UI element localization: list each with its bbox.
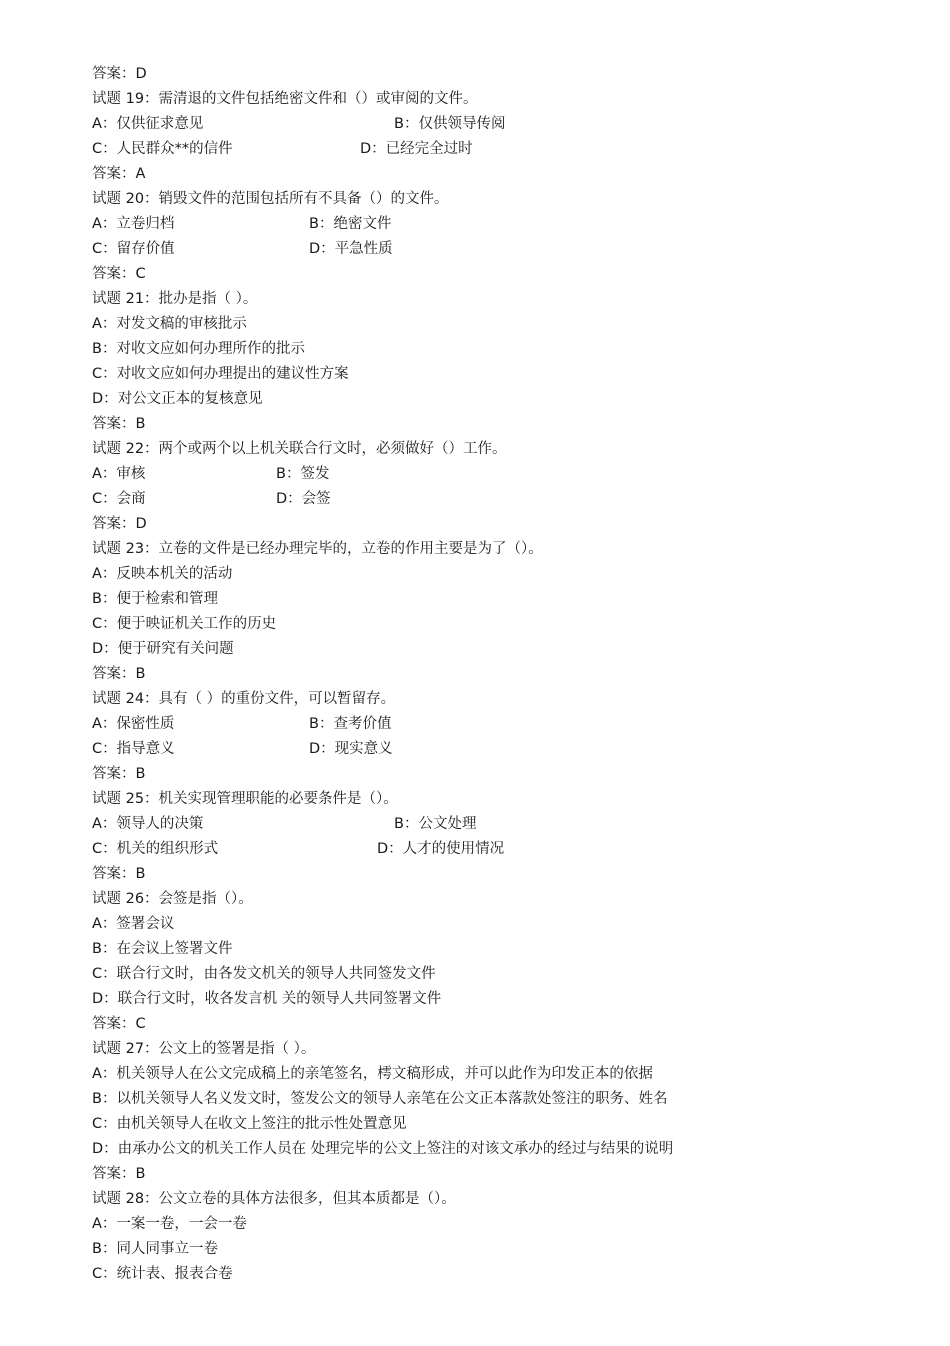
question-line: 试题 19：需清退的文件包括绝密文件和（）或审阅的文件。: [92, 91, 478, 107]
question-line: 试题 23：立卷的文件是已经办理完毕的，立卷的作用主要是为了（）。: [92, 541, 543, 557]
question-line: 试题 22：两个或两个以上机关联合行文时，必须做好（）工作。: [92, 441, 507, 457]
answer-line: 答案：D: [92, 66, 147, 82]
option-pair-line: [92, 112, 912, 137]
option-left: A：立卷归档: [92, 216, 175, 232]
option-left: C：机关的组织形式: [92, 841, 219, 857]
option-line: A：签署会议: [92, 916, 175, 932]
option-line: C：联合行文时，由各发文机关的领导人共同签发文件: [92, 966, 436, 982]
question-line: 试题 27：公文上的签署是指（ ）。: [92, 1041, 316, 1057]
option-line: D：联合行文时，收各发言机 关的领导人共同签署文件: [92, 991, 442, 1007]
option-line: C：由机关领导人在收文上签注的批示性处置意见: [92, 1116, 407, 1132]
option-pair-line: [92, 837, 912, 862]
option-left: A：保密性质: [92, 716, 175, 732]
option-left: A：领导人的决策: [92, 816, 204, 832]
question-line: 试题 25：机关实现管理职能的必要条件是（）。: [92, 791, 398, 807]
answer-line: 答案：B: [92, 1166, 146, 1182]
option-line: C：对收文应如何办理提出的建议性方案: [92, 366, 349, 382]
question-line: 试题 24：具有（ ）的重份文件，可以暂留存。: [92, 691, 396, 707]
option-line: A：一案一卷，一会一卷: [92, 1216, 247, 1232]
question-line: 试题 20：销毁文件的范围包括所有不具备（）的文件。: [92, 191, 449, 207]
answer-line: 答案：D: [92, 516, 147, 532]
option-pair-line: [92, 212, 912, 237]
option-pair-line: [92, 237, 912, 262]
option-line: D：便于研究有关问题: [92, 641, 234, 657]
option-right: D：现实意义: [309, 741, 393, 757]
option-line: D：对公文正本的复核意见: [92, 391, 263, 407]
option-line: C：统计表、报表合卷: [92, 1266, 233, 1282]
option-line: B：以机关领导人名义发文时，签发公文的领导人亲笔在公文正本落款处签注的职务、姓名: [92, 1091, 668, 1107]
option-right: B：查考价值: [309, 716, 392, 732]
option-line: B：同人同事立一卷: [92, 1241, 218, 1257]
option-pair-line: [92, 462, 912, 487]
answer-line: 答案：B: [92, 666, 146, 682]
document-body: [92, 62, 912, 1287]
option-right: D：人才的使用情况: [377, 841, 505, 857]
option-line: C：便于映证机关工作的历史: [92, 616, 277, 632]
option-line: A：机关领导人在公文完成稿上的亲笔签名，樗文稿形成，并可以此作为印发正本的依据: [92, 1066, 653, 1082]
option-right: B：公文处理: [394, 816, 477, 832]
option-left: C：留存价值: [92, 241, 175, 257]
answer-line: 答案：B: [92, 766, 146, 782]
option-line: B：对收文应如何办理所作的批示: [92, 341, 305, 357]
option-left: A：审核: [92, 466, 146, 482]
option-left: C：人民群众**的信件: [92, 141, 233, 157]
option-left: C：会商: [92, 491, 146, 507]
option-line: B：在会议上签署文件: [92, 941, 233, 957]
option-right: D：平急性质: [309, 241, 393, 257]
option-pair-line: [92, 812, 912, 837]
option-right: D：会签: [276, 491, 331, 507]
question-line: 试题 21：批办是指（ ）。: [92, 291, 258, 307]
option-right: B：签发: [276, 466, 330, 482]
answer-line: 答案：C: [92, 1016, 146, 1032]
question-line: 试题 26：会签是指（）。: [92, 891, 253, 907]
option-pair-line: [92, 487, 912, 512]
option-pair-line: [92, 712, 912, 737]
option-left: A：仅供征求意见: [92, 116, 204, 132]
option-left: C：指导意义: [92, 741, 175, 757]
option-right: B：仅供领导传阅: [394, 116, 506, 132]
question-line: 试题 28：公文立卷的具体方法很多，但其本质都是（）。: [92, 1191, 456, 1207]
option-right: B：绝密文件: [309, 216, 392, 232]
option-line: A：反映本机关的活动: [92, 566, 233, 582]
answer-line: 答案：B: [92, 866, 146, 882]
option-pair-line: [92, 137, 912, 162]
option-right: D：已经完全过时: [360, 141, 473, 157]
answer-line: 答案：B: [92, 416, 146, 432]
option-line: B：便于检索和管理: [92, 591, 218, 607]
option-line: A：对发文稿的审核批示: [92, 316, 247, 332]
answer-line: 答案：C: [92, 266, 146, 282]
option-pair-line: [92, 737, 912, 762]
answer-line: 答案：A: [92, 166, 146, 182]
option-line: D：由承办公文的机关工作人员在 处理完毕的公文上签注的对该文承办的经过与结果的说明: [92, 1141, 674, 1157]
